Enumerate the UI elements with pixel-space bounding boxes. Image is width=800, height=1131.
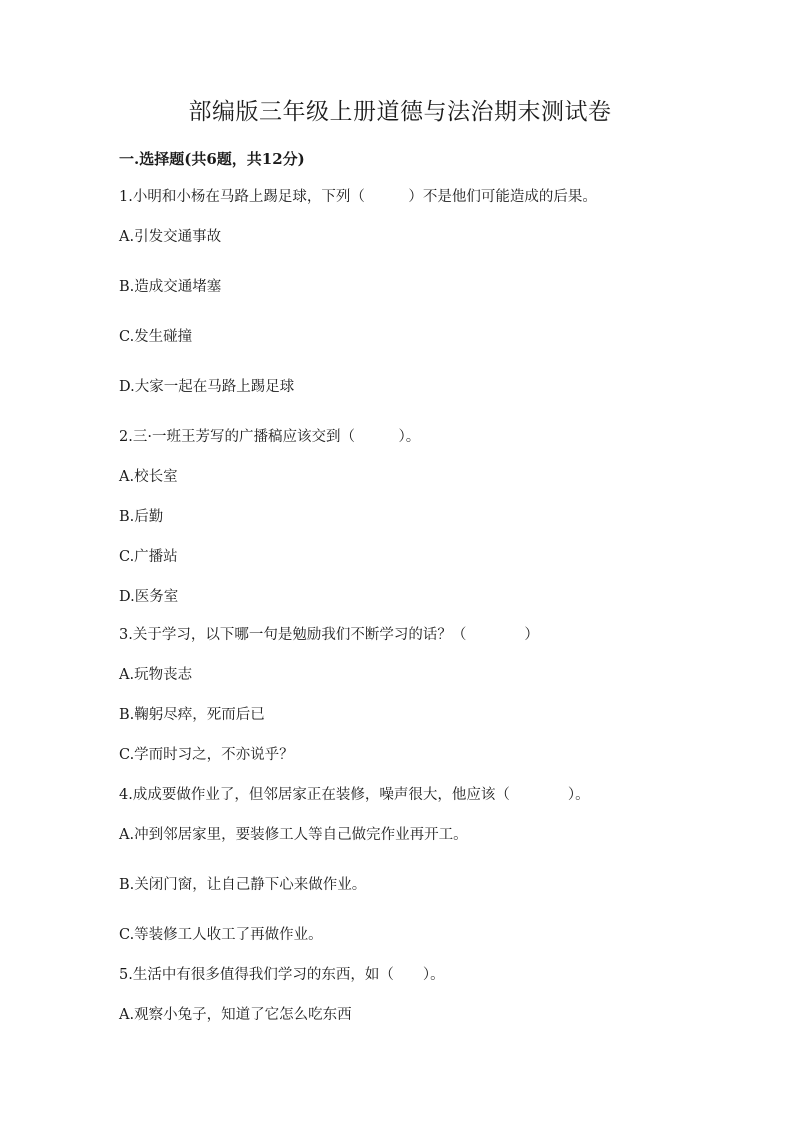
question-3-stem: 3.关于学习，以下哪一句是勉励我们不断学习的话？（ ） xyxy=(119,627,539,643)
question-1-option-b: B.造成交通堵塞 xyxy=(119,279,222,295)
question-5-stem: 5.生活中有很多值得我们学习的东西，如（ ）。 xyxy=(119,967,445,983)
question-4-stem: 4.成成要做作业了，但邻居家正在装修，噪声很大，他应该（ ）。 xyxy=(119,787,590,803)
question-2-option-d: D.医务室 xyxy=(119,589,179,605)
question-1-stem: 1.小明和小杨在马路上踢足球，下列（ ）不是他们可能造成的后果。 xyxy=(119,189,597,205)
question-2-option-a: A.校长室 xyxy=(119,469,178,485)
question-3-option-a: A.玩物丧志 xyxy=(119,667,193,683)
question-2-option-c: C.广播站 xyxy=(119,549,178,565)
question-1-option-d: D.大家一起在马路上踢足球 xyxy=(119,379,295,395)
question-3-option-c: C.学而时习之，不亦说乎？ xyxy=(119,747,294,763)
question-4-option-a: A.冲到邻居家里，要装修工人等自己做完作业再开工。 xyxy=(119,827,468,843)
question-5-option-a: A.观察小兔子，知道了它怎么吃东西 xyxy=(119,1007,352,1023)
question-1-option-c: C.发生碰撞 xyxy=(119,329,193,345)
question-3-option-b: B.鞠躬尽瘁，死而后已 xyxy=(119,707,265,723)
question-2-stem: 2.三·一班王芳写的广播稿应该交到（ ）。 xyxy=(119,429,421,445)
question-4-option-c: C.等装修工人收工了再做作业。 xyxy=(119,927,323,943)
page-title: 部编版三年级上册道德与法治期末测试卷 xyxy=(188,99,612,125)
question-2-option-b: B.后勤 xyxy=(119,509,164,525)
question-1-option-a: A.引发交通事故 xyxy=(119,229,222,245)
section-heading: 一.选择题(共6题，共12分) xyxy=(119,150,305,168)
question-4-option-b: B.关闭门窗，让自己静下心来做作业。 xyxy=(119,877,367,893)
